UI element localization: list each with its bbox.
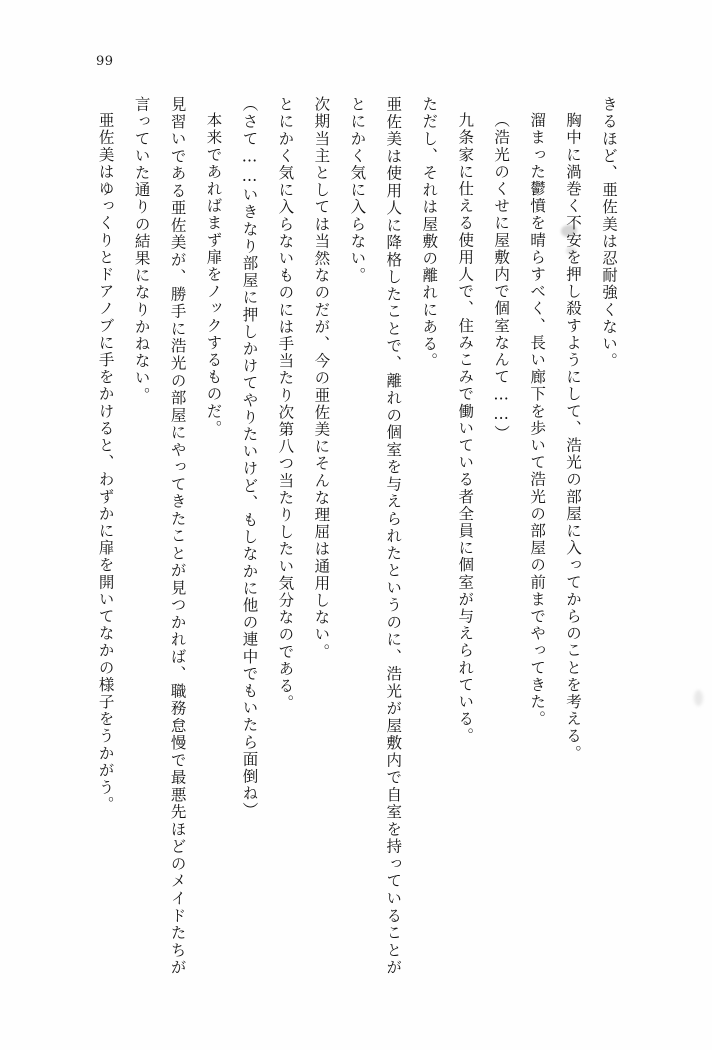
paragraph: 溜まった鬱憤を晴らすべく、長い廊下を歩いて浩光の部屋の前までやってきた。 bbox=[528, 111, 547, 728]
paragraph: 亜佐美はゆっくりとドアノブに手をかけると、わずかに扉を開いてなかの様子をうかがう。 bbox=[96, 111, 115, 813]
paragraph: （浩光のくせに屋敷内で個室なんて……） bbox=[492, 111, 511, 442]
page-number: 99 bbox=[96, 54, 114, 69]
paragraph: 亜佐美は使用人に降格したことで、離れの個室を与えられたというのに、浩光が屋敷内で自室を持っていることがとにかく気に入らない。 bbox=[348, 96, 403, 976]
page-body-text bbox=[66, 96, 626, 976]
paragraph: 胸中に渦巻く不安を押し殺すようにして、浩光の部屋に入ってからのことを考える。 bbox=[564, 111, 583, 762]
paragraph: 本来であればまず扉をノックするものだ。 bbox=[204, 111, 223, 437]
paragraph: 次期当主としては当然なのだが、今の亜佐美にそんな理屈は通用しない。 bbox=[312, 96, 331, 661]
paragraph: （さて……いきなり部屋に押しかけてやりたいけど、もしなかに他の連中でもいたら面倒ね） bbox=[240, 96, 259, 820]
paragraph: 九条家に仕える使用人で、住みこみで働いている者全員に個室が与えられている。 bbox=[456, 111, 475, 745]
paper-mark-icon bbox=[694, 690, 703, 706]
paragraph: ただし、それは屋敷の離れにある。 bbox=[420, 96, 439, 370]
paragraph: きるほど、亜佐美は忍耐強くない。 bbox=[600, 96, 618, 370]
paragraph: とにかく気に入らないものには手当たり次第八つ当たりしたい気分なのである。 bbox=[276, 96, 295, 712]
paragraph: 見習いである亜佐美が、勝手に浩光の部屋にやってきたことが見つかれば、職務怠慢で最悪先ほどのメイドたちが言っていた通りの結果になりかねない。 bbox=[132, 96, 187, 976]
